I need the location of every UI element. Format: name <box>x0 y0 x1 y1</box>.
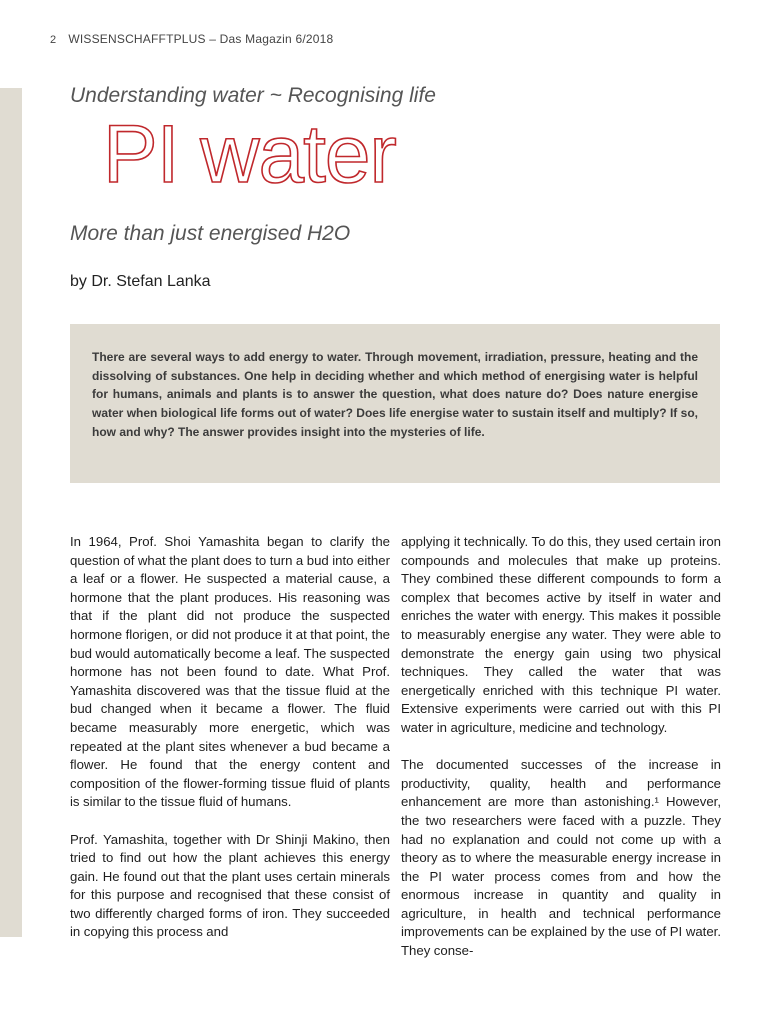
running-title: WISSENSCHAFFTPLUS – Das Magazin 6/2018 <box>68 32 334 46</box>
right-column <box>401 533 721 979</box>
paragraph: applying it technically. To do this, they used certain iron compounds and molecules that make up proteins. They combined these different compounds to form a complex that becomes active by itself in water and enriches the water with energy. This makes it possible to measurably energise any water. They were able to demonstrate the energy gain using two physical techniques. They called the water that was energetically enriched with this technique PI water. Extensive experiments were carried out with this PI water in agriculture, medicine and technology. <box>401 534 721 735</box>
abstract-text: There are several ways to add energy to water. Through movement, irradiation, pressure, heating and the dissolving of substances. One help in deciding whether and which method of energising water is helpful for humans, animals and plants is to answer the question, what does nature do? Does nature energise water when biological life forms out of water? Does life energise water to sustain itself and multiply? If so, how and why? The answer provides insight into the mysteries of life. <box>92 350 698 439</box>
paragraph: The documented successes of the increase in productivity, quality, health and performance enhancement are more than astonishing.¹ However, the two researchers were faced with a puzzle. They had no explanation and could not come up with a theory as to where the measurable energy increase in the PI water process comes from and how the enormous increase in quantity and quality in agriculture, in health and technical performance improvements can be explained by the use of PI water. They conse- <box>401 757 721 959</box>
byline: by Dr. Stefan Lanka <box>70 273 211 290</box>
abstract-panel <box>70 324 720 483</box>
paragraph: In 1964, Prof. Shoi Yamashita began to clarify the question of what the plant does to turn a bud into either a leaf or a flower. He suspected a material cause, a hormone that the plant produces. His reasoning was that if the plant did not produce the suspected hormone florigen, or did not produce it at that point, the bud would automatically become a leaf. The suspected hormone has not been found to date. What Prof. Yamashita discovered was that the tissue fluid at the bud changed when it became a flower. The fluid became measurably more energetic, which was repeated at the plant sites whenever a bud became a flower. He found that the energy content and composition of the flower-forming tissue fluid of plants is similar to the tissue fluid of humans. <box>70 534 390 810</box>
article-subtitle: More than just energised H2O <box>70 222 351 245</box>
paragraph: Prof. Yamashita, together with Dr Shinji Makino, then tried to find out how the plant achieves this energy gain. He found out that the plant uses certain minerals for this purpose and recognised that these consist of two differently charged forms of iron. They succeeded in copying this process and <box>70 831 390 940</box>
running-header <box>50 32 333 46</box>
article-kicker: Understanding water ~ Recognising life <box>70 84 436 107</box>
left-column <box>70 533 390 961</box>
sidebar-bar <box>0 88 22 937</box>
page-number: 2 <box>50 34 57 46</box>
article-title: PI water <box>103 109 396 200</box>
